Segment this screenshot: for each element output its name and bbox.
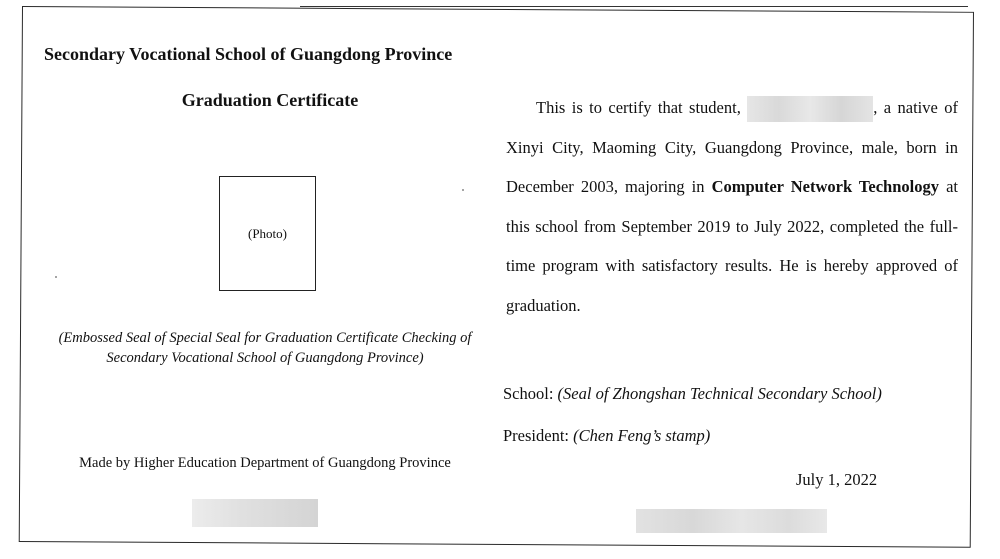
embossed-seal-note: (Embossed Seal of Special Seal for Graduation Certificate Checking of Secondary Vocational School of Guangdong Province): [58, 330, 472, 366]
certification-paragraph: [506, 88, 958, 325]
president-label: President:: [503, 426, 569, 445]
president-signature-line: [503, 426, 710, 446]
issuer-note: Made by Higher Education Department of Guangdong Province: [79, 455, 451, 471]
redacted-serial-number: [636, 509, 827, 533]
president-stamp-note: (Chen Feng’s stamp): [573, 426, 711, 445]
certification-text-part1: This is to certify that student,: [536, 98, 748, 117]
top-border-line: [300, 6, 968, 7]
paper-speck: [55, 276, 57, 278]
certification-text-part3: at this school from September 2019 to July 2022, completed the full-time program with satisfactory results. He is hereby approved of graduation.: [506, 177, 958, 315]
issue-date: July 1, 2022: [796, 470, 878, 489]
certificate-title: Graduation Certificate: [181, 90, 359, 110]
school-label: School:: [503, 384, 554, 403]
photo-label: (Photo): [248, 225, 287, 241]
certification-text-part2: , a native of Xinyi City, Maoming City, Guangdong Province, male, born in December 2003, majoring in: [506, 98, 958, 196]
paper-speck: [462, 189, 464, 191]
redacted-certificate-number: [192, 499, 318, 527]
school-name-heading: Secondary Vocational School of Guangdong Province: [44, 44, 453, 64]
school-seal-note: (Seal of Zhongshan Technical Secondary School): [557, 384, 882, 403]
school-signature-line: [503, 384, 882, 404]
photo-placeholder: [219, 176, 316, 291]
major-name: Computer Network Technology: [711, 177, 939, 196]
redacted-student-name: [747, 96, 873, 122]
